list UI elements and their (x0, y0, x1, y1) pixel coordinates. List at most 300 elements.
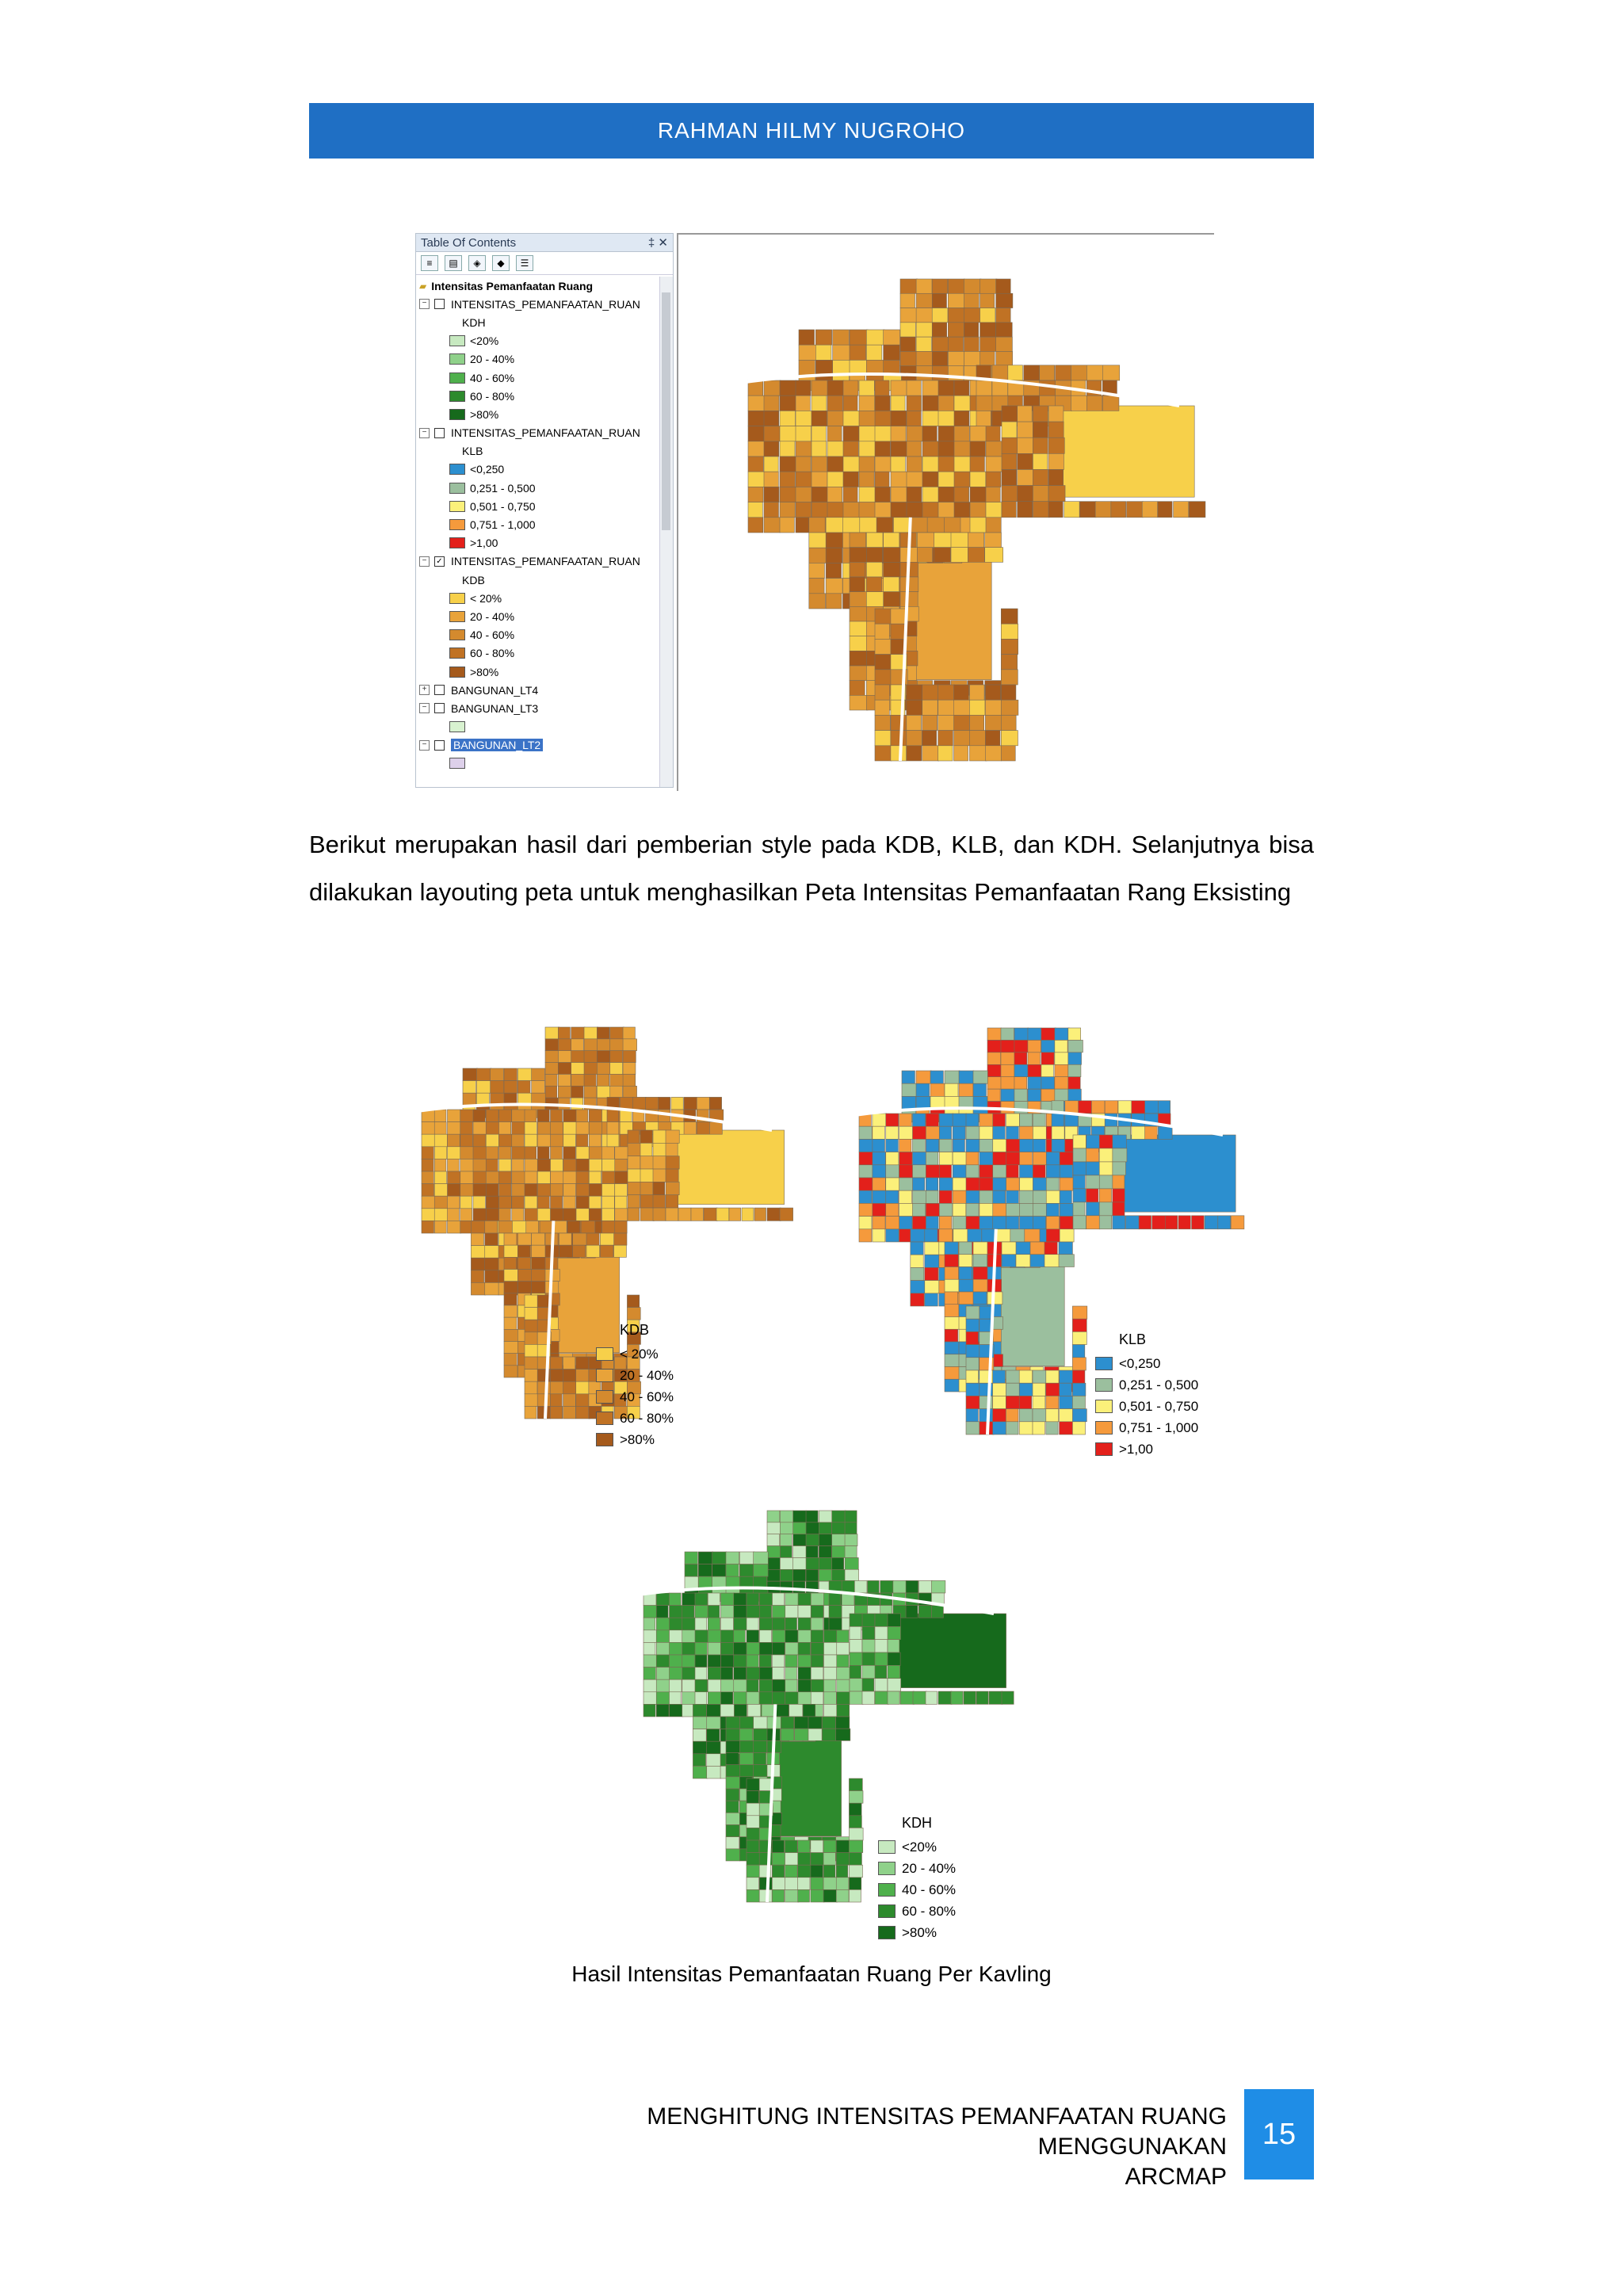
parcel (739, 1717, 754, 1729)
toc-layer-bangunan[interactable] (416, 681, 659, 699)
parcel (973, 1083, 986, 1096)
parcel (628, 1130, 640, 1143)
parcel (985, 533, 1002, 548)
parcel (938, 457, 955, 472)
parcel (517, 1282, 533, 1293)
parcel (900, 592, 918, 607)
parcel (512, 1209, 524, 1221)
parcel (1006, 1165, 1019, 1178)
parcel (938, 1691, 952, 1704)
parcel (826, 579, 842, 594)
parcel (670, 1593, 682, 1606)
parcel (907, 411, 921, 426)
parcel (806, 1522, 820, 1534)
parcel (670, 1630, 683, 1643)
legend-label: 40 - 60% (620, 1389, 674, 1404)
parcel (584, 1051, 598, 1063)
parcel (460, 1159, 474, 1171)
toc-scrollbar[interactable] (659, 277, 673, 787)
parcel (1059, 1255, 1074, 1267)
parcel (602, 1159, 616, 1171)
parcel (850, 345, 866, 360)
parcel (643, 1668, 655, 1680)
parcel (798, 1618, 811, 1630)
toc-scroll-thumb[interactable] (662, 292, 670, 530)
parcel (1033, 1178, 1047, 1190)
parcel (448, 1221, 461, 1233)
parcel (1118, 1101, 1132, 1114)
map-klb (816, 1007, 1292, 1466)
toc-layer-name: BANGUNAN_LT4 (451, 683, 539, 697)
parcel (1105, 1101, 1117, 1114)
parcel (571, 1074, 585, 1086)
parcel (781, 1717, 794, 1729)
parcel (747, 1655, 758, 1668)
parcel (1001, 746, 1015, 761)
parcel (1024, 365, 1040, 380)
parcel (754, 1564, 768, 1577)
parcel (1002, 1691, 1014, 1704)
parcel (486, 1122, 500, 1135)
parcel (966, 1396, 980, 1408)
parcel (693, 1754, 705, 1767)
parcel (567, 1221, 580, 1233)
parcel (849, 1853, 861, 1866)
parcel (720, 1704, 735, 1717)
legend-label: <20% (902, 1839, 937, 1855)
expand-icon[interactable]: + (419, 685, 430, 695)
parcel (954, 457, 970, 472)
parcel (902, 1083, 917, 1096)
parcel (646, 1097, 659, 1110)
parcel (932, 308, 948, 323)
legend-kdb-title: KDB (620, 1322, 650, 1338)
list-by-selection-icon[interactable]: ◆ (492, 255, 510, 271)
parcel (491, 1068, 504, 1081)
parcel (970, 457, 984, 472)
parcel (1016, 1255, 1030, 1267)
parcel (948, 308, 964, 323)
expand-icon[interactable]: − (419, 428, 430, 438)
parcel (597, 1074, 609, 1086)
options-icon[interactable]: ☰ (516, 255, 533, 271)
parcel (980, 351, 995, 365)
parcel (986, 518, 1001, 533)
parcel (907, 685, 922, 700)
parcel (959, 1242, 972, 1255)
parcel (759, 1642, 773, 1655)
parcel (819, 1569, 832, 1581)
parcel (1073, 1135, 1086, 1148)
parcel (986, 426, 1000, 441)
toc-layer-kdh[interactable] (416, 295, 659, 313)
parcel (829, 1618, 842, 1630)
parcel (859, 441, 876, 457)
parcel (486, 1196, 498, 1209)
parcel (1041, 1052, 1054, 1064)
parcel (980, 293, 995, 308)
parcel (754, 1552, 769, 1564)
legend-swatch (1095, 1378, 1113, 1392)
parcel (780, 1534, 792, 1546)
layer-checkbox[interactable]: ✓ (434, 556, 445, 567)
parcel (695, 1668, 707, 1680)
parcel (938, 472, 955, 487)
parcel (976, 1691, 988, 1704)
toc-pin-close-icon[interactable]: ‡ ✕ (647, 236, 668, 250)
parcel (938, 441, 954, 457)
parcel (922, 411, 938, 426)
parcel (948, 279, 964, 293)
list-by-visibility-icon[interactable]: ◈ (468, 255, 486, 271)
parcel (1040, 365, 1055, 380)
legend-swatch (449, 464, 465, 475)
parcel (925, 1242, 939, 1255)
parcel (866, 592, 884, 607)
parcel (670, 1668, 683, 1680)
parcel (532, 1068, 545, 1081)
toc-layer-name: BANGUNAN_LT2 (451, 739, 543, 751)
toc-layer-kdb[interactable] (416, 552, 659, 571)
parcel (888, 1665, 900, 1678)
toc-class-label: 20 - 40% (470, 353, 515, 366)
parcel (504, 1233, 517, 1245)
parcel (532, 1270, 546, 1282)
parcel (899, 1203, 914, 1216)
parcel (747, 1778, 761, 1791)
parcel (764, 457, 778, 472)
parcel (875, 472, 889, 487)
parcel (512, 1184, 526, 1197)
parcel (748, 502, 762, 518)
parcel (670, 1704, 683, 1717)
toc-layer-bangunan[interactable] (416, 699, 659, 717)
parcel (1028, 1077, 1042, 1089)
parcel (1025, 1229, 1040, 1242)
parcel (545, 1063, 559, 1075)
parcel (976, 395, 992, 411)
toc-class-label: <20% (470, 334, 499, 348)
parcel (850, 1652, 862, 1665)
parcel (1099, 1216, 1112, 1229)
parcel (540, 1221, 553, 1233)
parcel (954, 441, 971, 457)
parcel (945, 1292, 958, 1305)
parcel (824, 1704, 838, 1717)
toc-class-label: 20 - 40% (470, 609, 515, 623)
parcel (734, 1679, 747, 1692)
parcel (584, 1027, 598, 1039)
parcel (1086, 1189, 1098, 1202)
parcel (926, 1178, 938, 1190)
parcel (850, 636, 868, 651)
parcel (780, 487, 797, 502)
parcel (486, 1147, 498, 1159)
parcel (922, 700, 938, 715)
parcel (525, 1209, 538, 1221)
parcel (798, 1593, 811, 1606)
parcel (499, 1110, 512, 1122)
list-by-drawing-order-icon[interactable]: ≡ (421, 255, 438, 271)
parcel (916, 1083, 930, 1096)
legend-label: 20 - 40% (620, 1367, 674, 1383)
parcel (907, 715, 922, 730)
toc-field-kdh (416, 313, 659, 331)
parcel (504, 1366, 517, 1377)
parcel (504, 1305, 517, 1317)
parcel (767, 1511, 780, 1522)
parcel (859, 380, 874, 395)
parcel (798, 1692, 812, 1705)
toc-layer-bangunan[interactable] (416, 736, 659, 755)
parcel (953, 1152, 967, 1165)
parcel (1072, 1345, 1084, 1358)
parcel (948, 323, 964, 337)
parcel (628, 1182, 640, 1194)
parcel (836, 1717, 850, 1729)
parcel (1072, 1331, 1086, 1344)
parcel (891, 426, 906, 441)
parcel (1059, 1242, 1072, 1255)
parcel (1048, 406, 1064, 422)
parcel (653, 1208, 666, 1221)
parcel (780, 518, 794, 533)
parcel (799, 360, 815, 375)
legend-item (596, 1386, 674, 1408)
parcel (1041, 1028, 1056, 1040)
parcel (747, 1840, 759, 1853)
parcel (793, 1557, 807, 1569)
parcel (759, 1593, 773, 1606)
parcel (525, 1110, 537, 1122)
parcel (707, 1729, 720, 1742)
parcel (969, 685, 984, 700)
parcel (1014, 1077, 1027, 1089)
parcel (485, 1233, 498, 1246)
parcel (597, 1086, 611, 1098)
parcel (476, 1068, 491, 1081)
table-of-contents-panel (415, 233, 674, 788)
parcel (959, 1279, 974, 1292)
layer-checkbox[interactable] (434, 740, 445, 751)
parcel (968, 533, 983, 548)
parcel (707, 1766, 721, 1778)
parcel (986, 472, 1001, 487)
parcel (767, 1557, 781, 1569)
parcel (866, 548, 882, 563)
legend-swatch (878, 1862, 896, 1875)
parcel (911, 518, 929, 533)
parcel (563, 1357, 575, 1370)
parcel (780, 1522, 793, 1534)
expand-icon[interactable]: − (419, 703, 430, 713)
toc-layer-klb[interactable] (416, 424, 659, 442)
parcel (891, 487, 907, 502)
parcel (843, 426, 859, 441)
expand-icon[interactable]: − (419, 556, 430, 567)
parcel (623, 1086, 637, 1098)
parcel (780, 502, 795, 518)
parcel (859, 1178, 873, 1190)
parcel (759, 1630, 771, 1643)
parcel (1072, 1306, 1086, 1319)
parcel (764, 487, 779, 502)
parcel (980, 323, 996, 337)
parcel (945, 1329, 958, 1342)
legend-label: <0,250 (1119, 1355, 1161, 1371)
parcel (460, 1134, 473, 1147)
parcel (925, 1293, 938, 1306)
parcel (643, 1692, 657, 1705)
legend-swatch (878, 1904, 896, 1918)
toc-class-item (416, 534, 659, 552)
parcel (1019, 1383, 1033, 1396)
parcel (532, 1081, 545, 1094)
parcel (734, 1593, 747, 1606)
parcel (1002, 486, 1018, 502)
legend-swatch (449, 667, 465, 678)
parcel (982, 1229, 995, 1242)
parcel (913, 1126, 926, 1139)
parcel (893, 1580, 907, 1593)
parcel (939, 1190, 952, 1203)
layer-checkbox[interactable] (434, 428, 445, 438)
parcel (434, 1171, 446, 1184)
parcel (640, 1195, 654, 1208)
parcel (798, 1606, 811, 1618)
parcel (656, 1593, 670, 1606)
parcel (826, 563, 841, 578)
parcel (422, 1184, 434, 1197)
parcel (545, 1027, 559, 1039)
parcel (916, 279, 932, 293)
parcel (471, 1270, 483, 1283)
parcel (812, 380, 828, 395)
parcel (448, 1184, 461, 1197)
toc-class-item (416, 479, 659, 497)
layer-checkbox[interactable] (434, 685, 445, 695)
parcel (773, 1679, 787, 1692)
parcel (964, 323, 978, 337)
parcel (640, 1182, 653, 1194)
parcel (525, 1308, 538, 1320)
layer-checkbox[interactable] (434, 299, 445, 309)
parcel (726, 1729, 740, 1740)
parcel (985, 685, 1000, 700)
parcel (448, 1209, 460, 1221)
parcel (473, 1159, 486, 1171)
parcel (938, 426, 956, 441)
toc-class-label: 60 - 80% (470, 647, 515, 660)
parcel (1006, 1152, 1021, 1165)
parcel (985, 700, 1002, 715)
parcel (1033, 1422, 1044, 1435)
parcel (485, 1270, 500, 1283)
parcel (1033, 486, 1048, 502)
parcel (748, 426, 764, 441)
parcel (666, 1195, 678, 1208)
parcel (785, 1692, 800, 1705)
parcel (1046, 1229, 1060, 1242)
parcel (627, 1308, 640, 1320)
layer-checkbox[interactable] (434, 703, 445, 713)
parcel (945, 1354, 959, 1367)
parcel (917, 533, 935, 548)
parcel (448, 1196, 460, 1209)
parcel (798, 1679, 812, 1692)
parcel (589, 1122, 602, 1135)
parcel (1001, 1028, 1014, 1040)
parcel (891, 411, 907, 426)
parcel (726, 1849, 739, 1861)
parcel (953, 1126, 965, 1139)
toc-root-item[interactable] (416, 277, 659, 295)
parcel (1033, 1165, 1045, 1178)
parcel (945, 1242, 958, 1255)
parcel (948, 293, 965, 308)
list-by-source-icon[interactable]: ▤ (445, 255, 462, 271)
parcel (517, 1068, 532, 1081)
parcel (499, 1184, 512, 1197)
parcel (589, 1184, 602, 1197)
parcel (945, 1071, 960, 1083)
parcel (422, 1159, 433, 1171)
parcel (798, 1865, 812, 1878)
parcel (873, 1217, 885, 1229)
parcel (589, 1110, 601, 1122)
parcel (1033, 422, 1048, 437)
parcel (589, 1147, 602, 1159)
parcel (666, 1208, 678, 1221)
parcel (843, 487, 857, 502)
parcel (954, 487, 969, 502)
legend-kdb (596, 1322, 674, 1450)
parcel (875, 426, 891, 441)
parcel (1086, 365, 1103, 380)
parcel (843, 441, 858, 457)
expand-icon[interactable]: − (419, 299, 430, 309)
parcel (836, 1878, 849, 1890)
parcel (837, 1642, 850, 1655)
parcel (558, 1074, 571, 1086)
parcel (551, 1171, 564, 1184)
parcel (906, 1606, 918, 1618)
parcel (656, 1642, 670, 1655)
parcel (504, 1068, 517, 1081)
parcel (1073, 1202, 1085, 1216)
expand-icon[interactable]: − (419, 740, 430, 751)
parcel (796, 502, 812, 518)
parcel (970, 502, 986, 518)
parcel (837, 1692, 850, 1705)
parcel (970, 518, 987, 533)
parcel (628, 1169, 641, 1182)
toc-layer-name: BANGUNAN_LT3 (451, 701, 539, 715)
parcel (526, 1221, 539, 1233)
legend-swatch (449, 537, 465, 548)
toc-class-item (416, 644, 659, 663)
parcel (563, 1394, 576, 1407)
parcel (1018, 422, 1033, 437)
legend-item (1095, 1396, 1198, 1417)
parcel (793, 1511, 807, 1522)
parcel (798, 1878, 810, 1890)
parcel (966, 1306, 980, 1319)
parcel (748, 457, 763, 472)
parcel (558, 1027, 570, 1039)
parcel (916, 308, 933, 323)
parcel (1060, 1178, 1074, 1190)
